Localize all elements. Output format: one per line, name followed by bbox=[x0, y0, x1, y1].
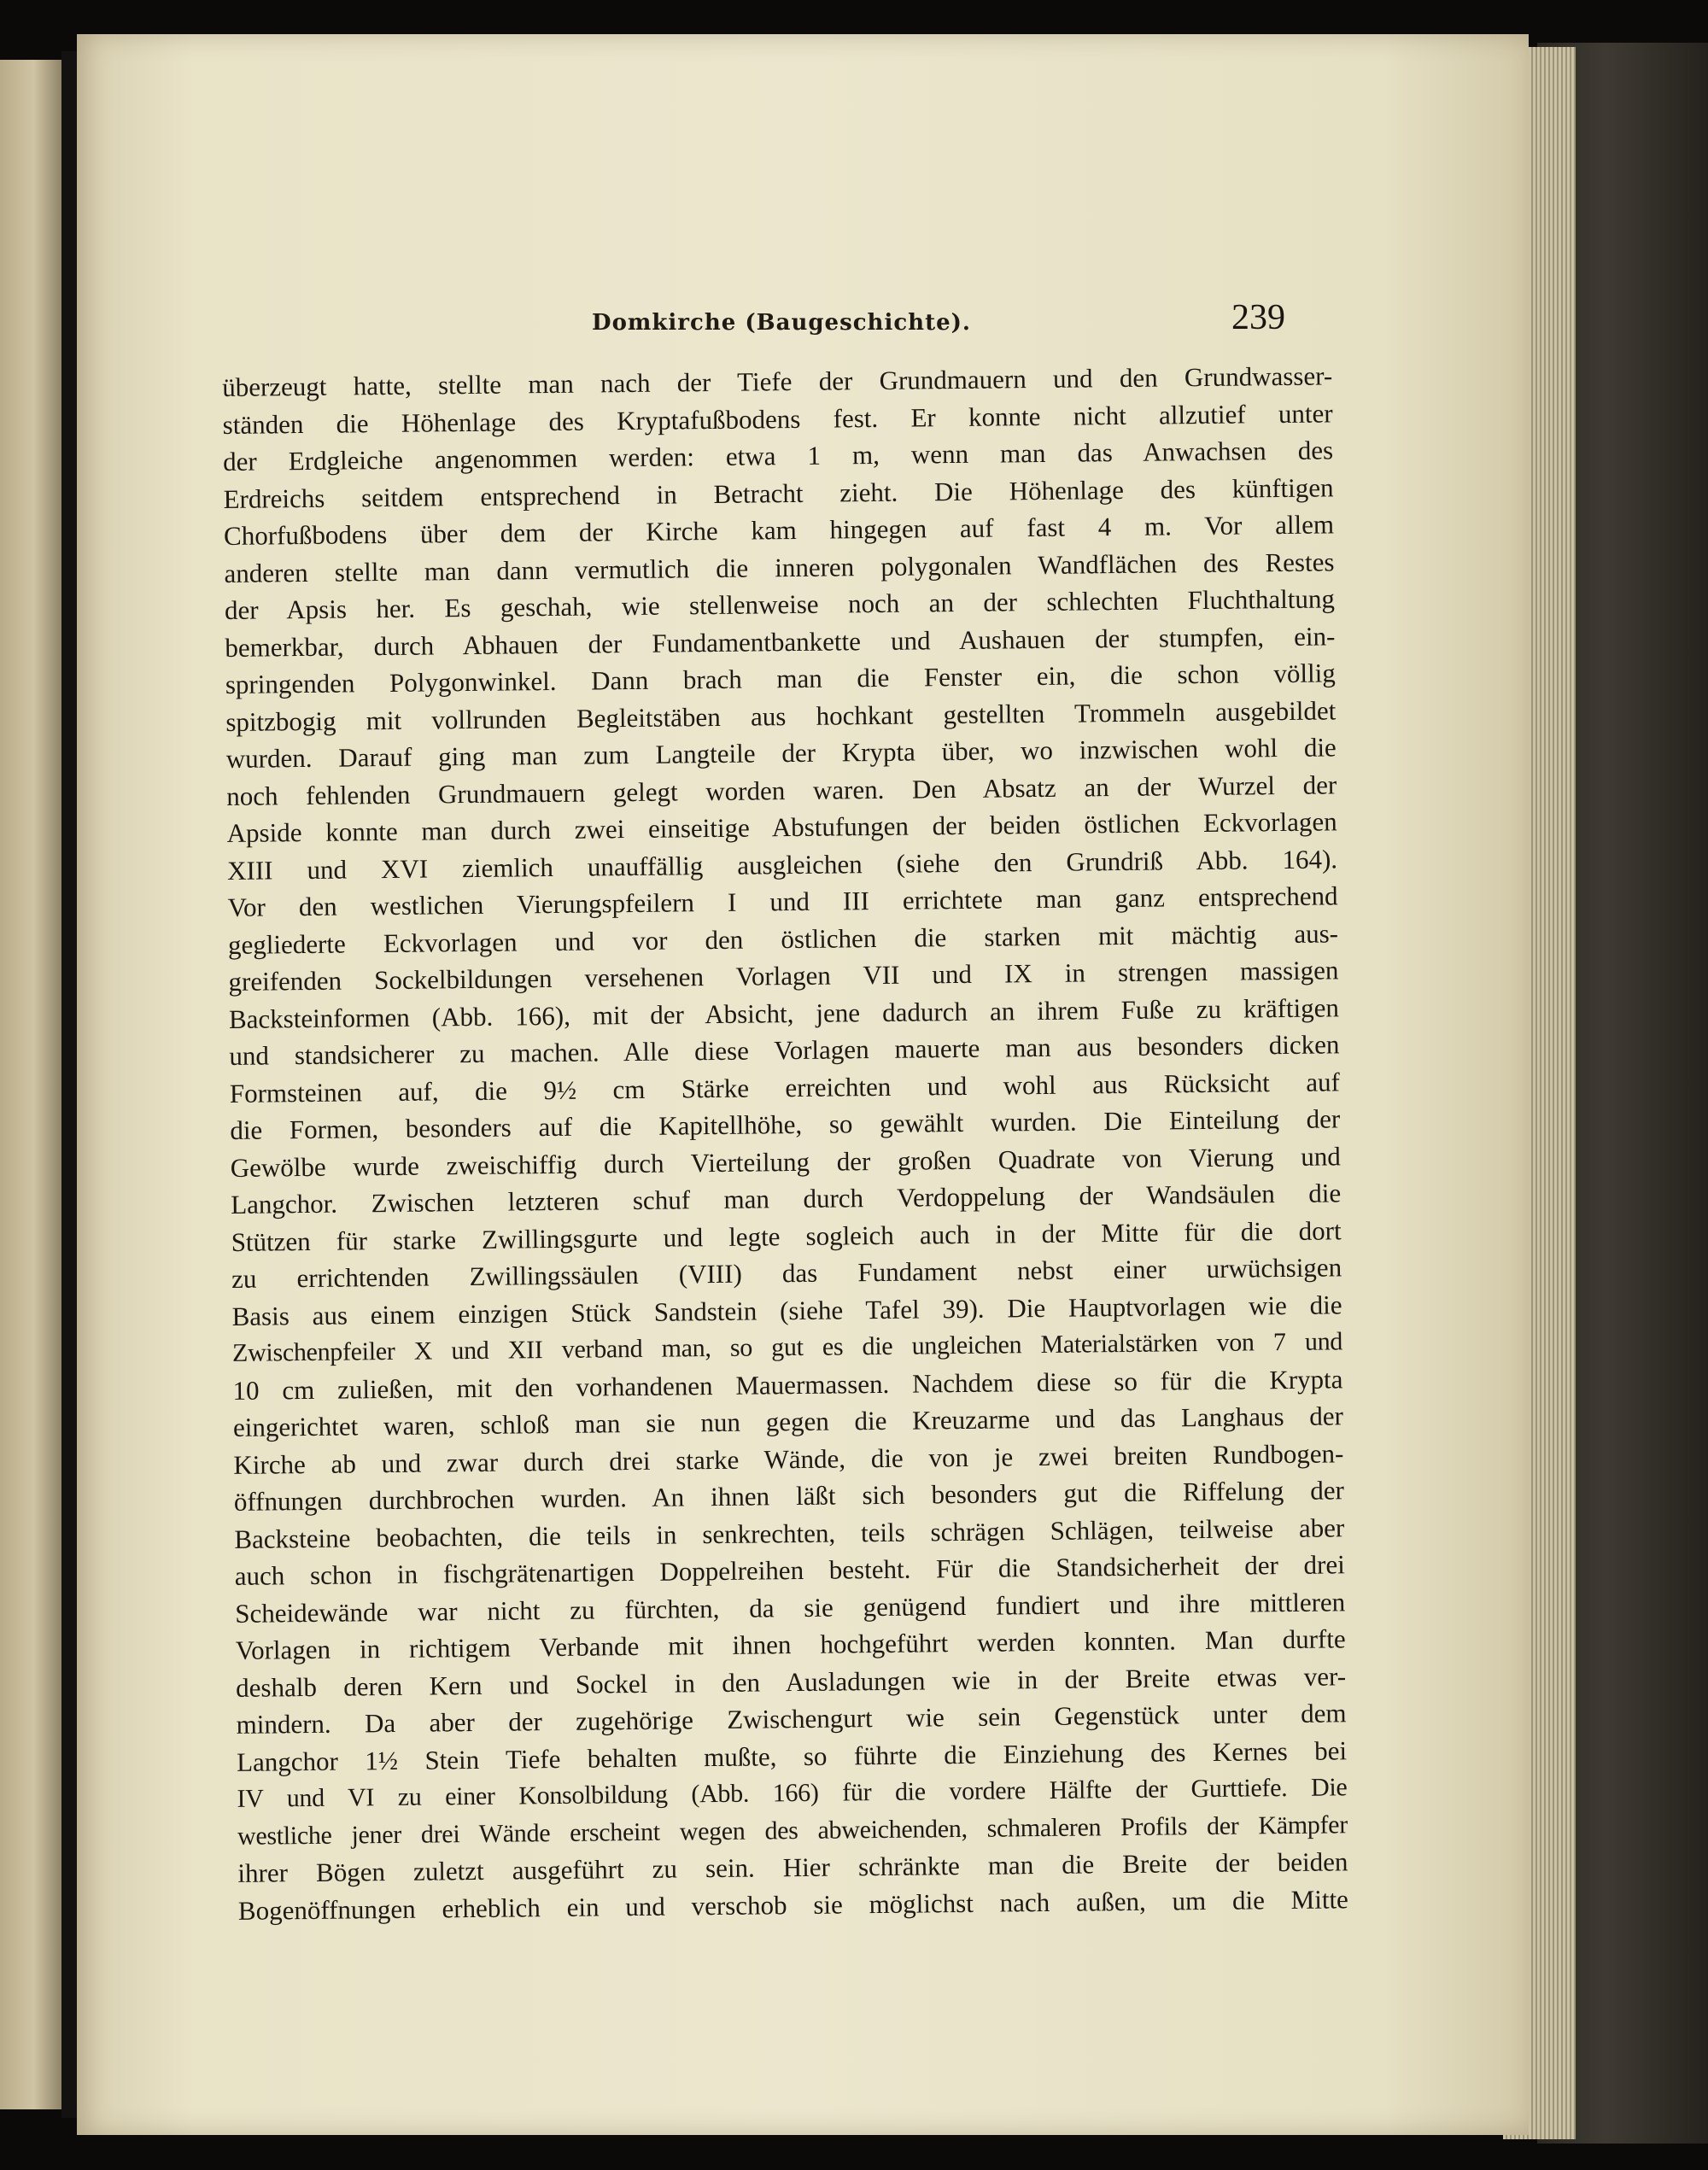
text-line: Vorlagen in richtigem Verbande mit ihnen hochgeführt werden konnten. Man durfte bbox=[235, 1623, 1346, 1665]
text-line: gegliederte Eckvorlagen und vor den östlichen die starken mit mächtig aus- bbox=[227, 917, 1339, 960]
text-line: Apside konnte man durch zwei einseitige Abstufungen der beiden östlichen Eckvorlagen bbox=[226, 806, 1337, 848]
text-line: spitzbogig mit vollrunden Begleitstäben aus hochkant gestellten Trommeln ausgebildet bbox=[225, 694, 1337, 737]
body-text bbox=[222, 357, 1349, 1926]
text-line: Langchor. Zwischen letzteren schuf man durch Verdoppelung der Wandsäulen die bbox=[231, 1178, 1342, 1220]
text-line: Stützen für starke Zwillingsgurte und legte sogleich auch in der Mitte für die dort bbox=[231, 1214, 1342, 1257]
text-line: ständen die Höhenlage des Kryptafußbodens fest. Er konnte nicht allzutief unter bbox=[222, 397, 1333, 440]
text-line: Vor den westlichen Vierungspfeilern I und III errichtete man ganz entsprechend bbox=[227, 880, 1338, 922]
text-line: überzeugt hatte, stellte man nach der Tiefe der Grundmauern und den Grundwasser- bbox=[222, 360, 1333, 402]
text-line: Chorfußbodens über dem der Kirche kam hingegen auf fast 4 m. Vor allem bbox=[223, 509, 1335, 551]
text-line: Scheidewände war nicht zu fürchten, da sie genügend fundiert und ihre mittleren bbox=[235, 1586, 1346, 1629]
text-line: und standsicherer zu machen. Alle diese Vorlagen mauerte man aus besonders dicken bbox=[229, 1029, 1340, 1071]
text-line: XIII und XVI ziemlich unauffällig ausgleichen (siehe den Grundriß Abb. 164). bbox=[226, 843, 1338, 886]
text-line: IV und VI zu einer Konsolbildung (Abb. 166) für die vordere Hälfte der Gurttiefe. Die bbox=[237, 1773, 1348, 1813]
text-line: zu errichtenden Zwillingssäulen (VIII) das Fundament nebst einer urwüchsigen bbox=[231, 1252, 1342, 1294]
text-line: Zwischenpfeiler X und XII verband man, so gut es die ungleichen Materialstärken von 7 und bbox=[231, 1327, 1343, 1367]
text-line: Basis aus einem einzigen Stück Sandstein (siehe Tafel 39). Die Hauptvorlagen wie die bbox=[231, 1289, 1342, 1331]
text-line: wurden. Darauf ging man zum Langteile der Krypta über, wo inzwischen wohl die bbox=[225, 732, 1337, 774]
book-page bbox=[77, 34, 1529, 2135]
text-line: die Formen, besonders auf die Kapitellhöhe, so gewählt wurden. Die Einteilung der bbox=[230, 1103, 1341, 1145]
text-line: der Apsis her. Es geschah, wie stellenweise noch an der schlechten Fluchthaltung bbox=[224, 583, 1336, 625]
text-line: Formsteinen auf, die 9½ cm Stärke erreichten und wohl aus Rücksicht auf bbox=[229, 1066, 1340, 1108]
text-line: noch fehlenden Grundmauern gelegt worden waren. Den Absatz an der Wurzel der bbox=[226, 769, 1337, 811]
text-line: Erdreichs seitdem entsprechend in Betracht zieht. Die Höhenlage des künftigen bbox=[223, 471, 1334, 514]
text-line: springenden Polygonwinkel. Dann brach man die Fenster ein, die schon völlig bbox=[225, 658, 1336, 699]
text-line: ihrer Bögen zuletzt ausgeführt zu sein. Hier schränkte man die Breite der beiden bbox=[237, 1846, 1348, 1888]
text-line: Backsteinformen (Abb. 166), mit der Absicht, jene dadurch an ihrem Fuße zu kräftigen bbox=[228, 991, 1340, 1034]
page-number: 239 bbox=[1231, 298, 1285, 337]
text-line: westliche jener drei Wände erscheint wegen des abweichenden, schmaleren Profils der Kämpfer bbox=[237, 1810, 1348, 1851]
book-gutter bbox=[61, 51, 79, 2118]
text-line: mindern. Da aber der zugehörige Zwischengurt wie sein Gegenstück unter dem bbox=[236, 1698, 1347, 1740]
text-line: Bogenöffnungen erheblich ein und verschob sie möglichst nach außen, um die Mitte bbox=[237, 1883, 1349, 1926]
text-line: Langchor 1½ Stein Tiefe behalten mußte, so führte die Einziehung des Kernes bei bbox=[236, 1734, 1348, 1777]
running-head bbox=[77, 272, 1529, 340]
text-line: auch schon in fischgrätenartigen Doppelreihen besteht. Für die Standsicherheit der drei bbox=[234, 1549, 1345, 1591]
facing-page-edge bbox=[0, 60, 61, 2109]
text-line: öffnungen durchbrochen wurden. An ihnen läßt sich besonders gut die Riffelung der bbox=[233, 1475, 1345, 1517]
running-head-title: Domkirche (Baugeschichte). bbox=[592, 310, 971, 336]
text-line: deshalb deren Kern und Sockel in den Ausladungen wie in der Breite etwas ver- bbox=[235, 1660, 1347, 1703]
text-line: bemerkbar, durch Abhauen der Fundamentbankette und Aushauen der stumpfen, ein- bbox=[225, 620, 1336, 663]
text-line: Backsteine beobachten, die teils in senkrechten, teils schrägen Schlägen, teilweise aber bbox=[234, 1512, 1345, 1554]
text-line: 10 cm zuließen, mit den vorhandenen Mauermassen. Nachdem diese so für die Krypta bbox=[232, 1363, 1343, 1406]
text-line: eingerichtet waren, schloß man sie nun gegen die Kreuzarme und das Langhaus der bbox=[232, 1401, 1344, 1442]
text-line: der Erdgleiche angenommen werden: etwa 1 m, wenn man das Anwachsen des bbox=[222, 435, 1334, 477]
text-line: anderen stellte man dann vermutlich die inneren polygonalen Wandflächen des Restes bbox=[224, 546, 1335, 588]
text-line: Kirche ab und zwar durch drei starke Wände, die von je zwei breiten Rundbogen- bbox=[233, 1437, 1344, 1480]
text-line: greifenden Sockelbildungen versehenen Vorlagen VII und IX in strengen massigen bbox=[228, 955, 1339, 997]
text-line: Gewölbe wurde zweischiffig durch Vierteilung der großen Quadrate von Vierung und bbox=[230, 1140, 1341, 1183]
